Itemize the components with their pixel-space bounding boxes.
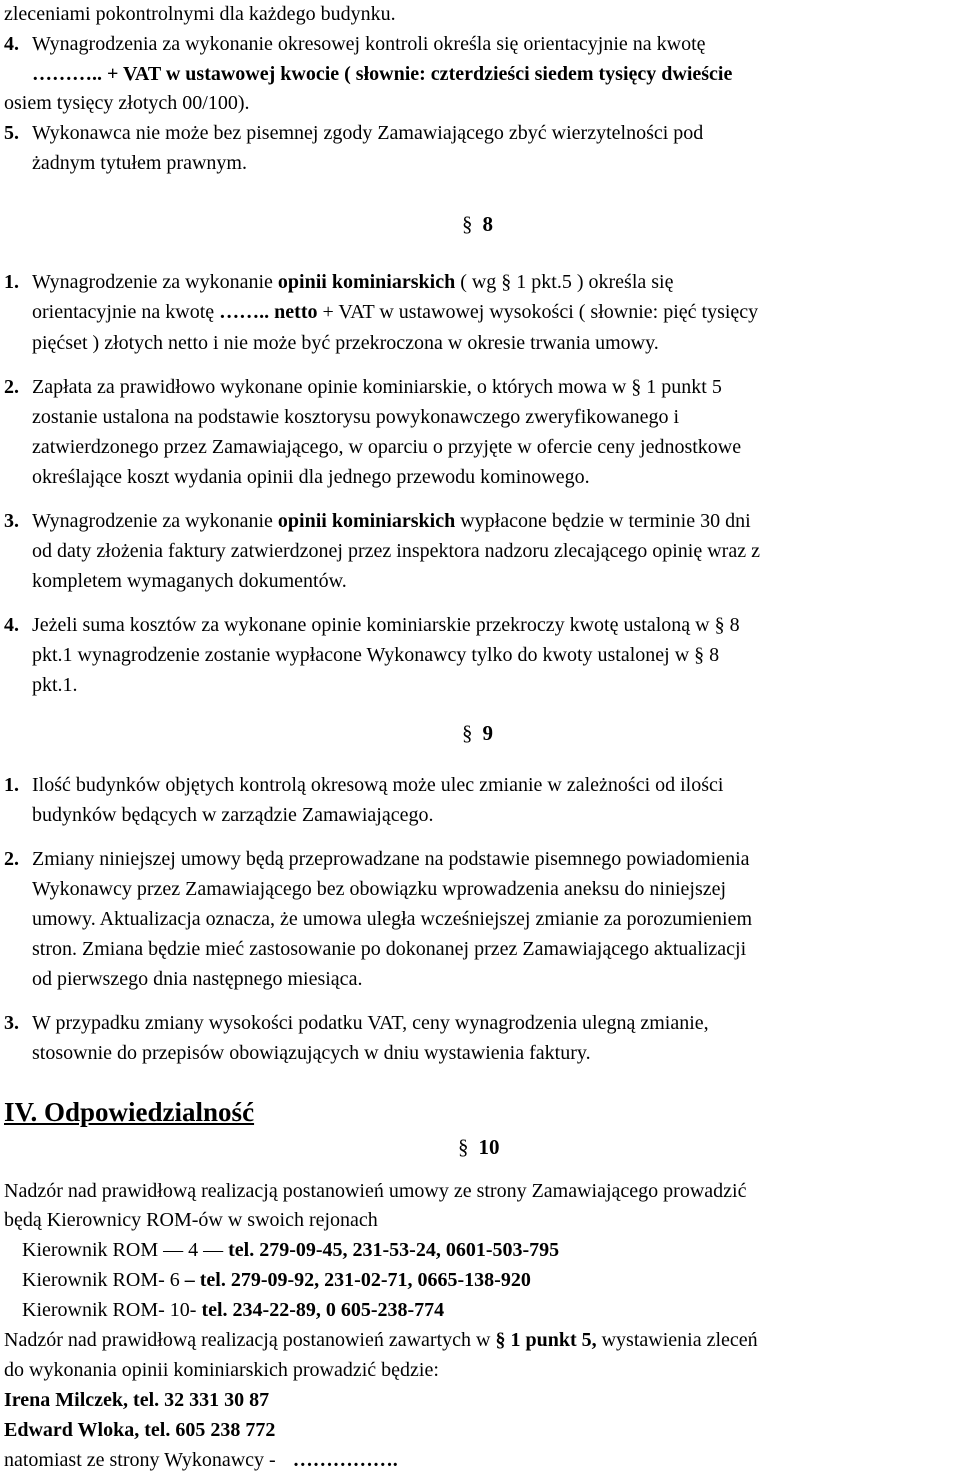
- paragraph-number: 10: [478, 1135, 500, 1159]
- text-line: Jeżeli suma kosztów za wykonane opinie kominiarskie przekroczy kwotę ustaloną w § 8: [32, 614, 740, 636]
- text-span: § 1 punkt 5,: [495, 1329, 597, 1351]
- text-span: wystawienia zleceń: [601, 1329, 758, 1351]
- text-span: opinii kominiarskich: [277, 510, 456, 532]
- text-span: + VAT w ustawowej wysokości ( słownie: pięć tysięcy: [322, 301, 759, 323]
- item-number: 1.: [4, 774, 19, 796]
- manager-name: Kierownik ROM — 4 —: [22, 1239, 224, 1261]
- text-line: żadnym tytułem prawnym.: [32, 152, 247, 174]
- item-number: 2.: [4, 848, 19, 870]
- text-line: kompletem wymaganych dokumentów.: [32, 570, 347, 592]
- text-line: pkt.1 wynagrodzenie zostanie wypłacone Wykonawcy tylko do kwoty ustalonej w § 8: [32, 644, 720, 666]
- text-line: od daty złożenia faktury zatwierdzonej przez inspektora nadzoru zlecającego opinię wraz z: [32, 540, 760, 562]
- paragraph-heading: [462, 719, 493, 747]
- text-line: określające koszt wydania opinii dla jednego przewodu kominowego.: [32, 466, 590, 488]
- text-span: …………….: [292, 1449, 398, 1471]
- manager-line: [22, 1266, 531, 1294]
- manager-name: Kierownik ROM- 10-: [22, 1299, 197, 1321]
- text-line: zatwierdzonego przez Zamawiającego, w oparciu o przyjęte w ofercie ceny jednostkowe: [32, 436, 742, 458]
- text-span: ( wg § 1 pkt.5 ) określa się: [460, 271, 674, 293]
- item-number: 2.: [4, 376, 19, 398]
- text-line: umowy. Aktualizacja oznacza, że umowa uległa wcześniejszej zmianie za porozumieniem: [32, 908, 753, 930]
- text-span: wypłacone będzie w terminie 30 dni: [460, 510, 751, 532]
- text-line: pięćset ) złotych netto i nie może być przekroczona w okresie trwania umowy.: [32, 332, 659, 354]
- text-line: pkt.1.: [32, 674, 78, 696]
- contact-person: Edward Wloka, tel. 605 238 772: [4, 1419, 276, 1441]
- text-line: Wykonawcy przez Zamawiającego bez obowiązku wprowadzenia aneksu do niniejszej: [32, 878, 727, 900]
- item-number: 3.: [4, 1012, 19, 1034]
- paragraph-heading: [462, 210, 493, 238]
- text-line: budynków będących w zarządzie Zamawiającego.: [32, 804, 434, 826]
- text-line: Zapłata za prawidłowo wykonane opinie kominiarskie, o których mowa w § 1 punkt 5: [32, 376, 722, 398]
- text-span: Nadzór nad prawidłową realizacją postanowień zawartych w: [4, 1329, 491, 1351]
- text-line: Nadzór nad prawidłową realizacją postanowień umowy ze strony Zamawiającego prowadzić: [4, 1180, 747, 1202]
- text-line: Ilość budynków objętych kontrolą okresową może ulec zmianie w zależności od ilości: [32, 774, 724, 796]
- text-line: Zmiany niniejszej umowy będą przeprowadzane na podstawie pisemnego powiadomienia: [32, 848, 750, 870]
- manager-line: [22, 1236, 559, 1264]
- text-line: [32, 298, 758, 326]
- text-line: zleceniami pokontrolnymi dla każdego budynku.: [4, 3, 396, 25]
- text-line: [32, 60, 732, 88]
- text-span: opinii kominiarskich: [277, 271, 456, 293]
- text-span: Wynagrodzenie za wykonanie: [32, 271, 273, 293]
- text-line: [32, 268, 674, 296]
- section-heading: IV. Odpowiedzialność: [4, 1097, 255, 1127]
- text-span: Wynagrodzenie za wykonanie: [32, 510, 273, 532]
- paragraph-number: 8: [482, 212, 493, 236]
- text-span: orientacyjnie na kwotę: [32, 301, 215, 323]
- contact-person: Irena Milczek, tel. 32 331 30 87: [4, 1389, 270, 1411]
- item-number: 5.: [4, 122, 19, 144]
- text-line: stosownie do przepisów obowiązujących w dniu wystawienia faktury.: [32, 1042, 591, 1064]
- item-number: 3.: [4, 510, 19, 532]
- item-number: 4.: [4, 614, 19, 636]
- text-line: osiem tysięcy złotych 00/100).: [4, 92, 250, 114]
- section-symbol: §: [462, 721, 473, 745]
- item-number: 1.: [4, 271, 19, 293]
- manager-phone: – tel. 279-09-92, 231-02-71, 0665-138-920: [184, 1269, 531, 1291]
- paragraph-heading: [458, 1133, 500, 1161]
- text-span: …….. netto: [219, 301, 318, 323]
- section-symbol: §: [458, 1135, 469, 1159]
- text-line: zostanie ustalona na podstawie kosztorysu powykonawczego zweryfikowanego i: [32, 406, 680, 428]
- text-line: [4, 1446, 398, 1474]
- manager-name: Kierownik ROM- 6: [22, 1269, 180, 1291]
- text-line: będą Kierownicy ROM-ów w swoich rejonach: [4, 1209, 378, 1231]
- text-line: od pierwszego dnia następnego miesiąca.: [32, 968, 363, 990]
- text-line: Wynagrodzenia za wykonanie okresowej kontroli określa się orientacyjnie na kwotę: [32, 33, 706, 55]
- manager-phone: tel. 234-22-89, 0 605-238-774: [201, 1299, 445, 1321]
- text-line: [32, 507, 751, 535]
- text-line: stron. Zmiana będzie mieć zastosowanie po dokonanej przez Zamawiającego aktualizacji: [32, 938, 747, 960]
- manager-line: [22, 1296, 444, 1324]
- item-number: 4.: [4, 33, 19, 55]
- text-span: natomiast ze strony Wykonawcy -: [4, 1449, 276, 1471]
- manager-phone: tel. 279-09-45, 231-53-24, 0601-503-795: [228, 1239, 560, 1261]
- section-symbol: §: [462, 212, 473, 236]
- text-span: ……….. + VAT w ustawowej kwocie ( słownie: czterdzieści siedem tysięcy dwieście: [32, 63, 733, 85]
- paragraph-number: 9: [482, 721, 493, 745]
- text-line: W przypadku zmiany wysokości podatku VAT, ceny wynagrodzenia ulegną zmianie,: [32, 1012, 709, 1034]
- text-line: [4, 1326, 758, 1354]
- text-line: Wykonawca nie może bez pisemnej zgody Zamawiającego zbyć wierzytelności pod: [32, 122, 704, 144]
- text-line: do wykonania opinii kominiarskich prowadzić będzie:: [4, 1359, 439, 1381]
